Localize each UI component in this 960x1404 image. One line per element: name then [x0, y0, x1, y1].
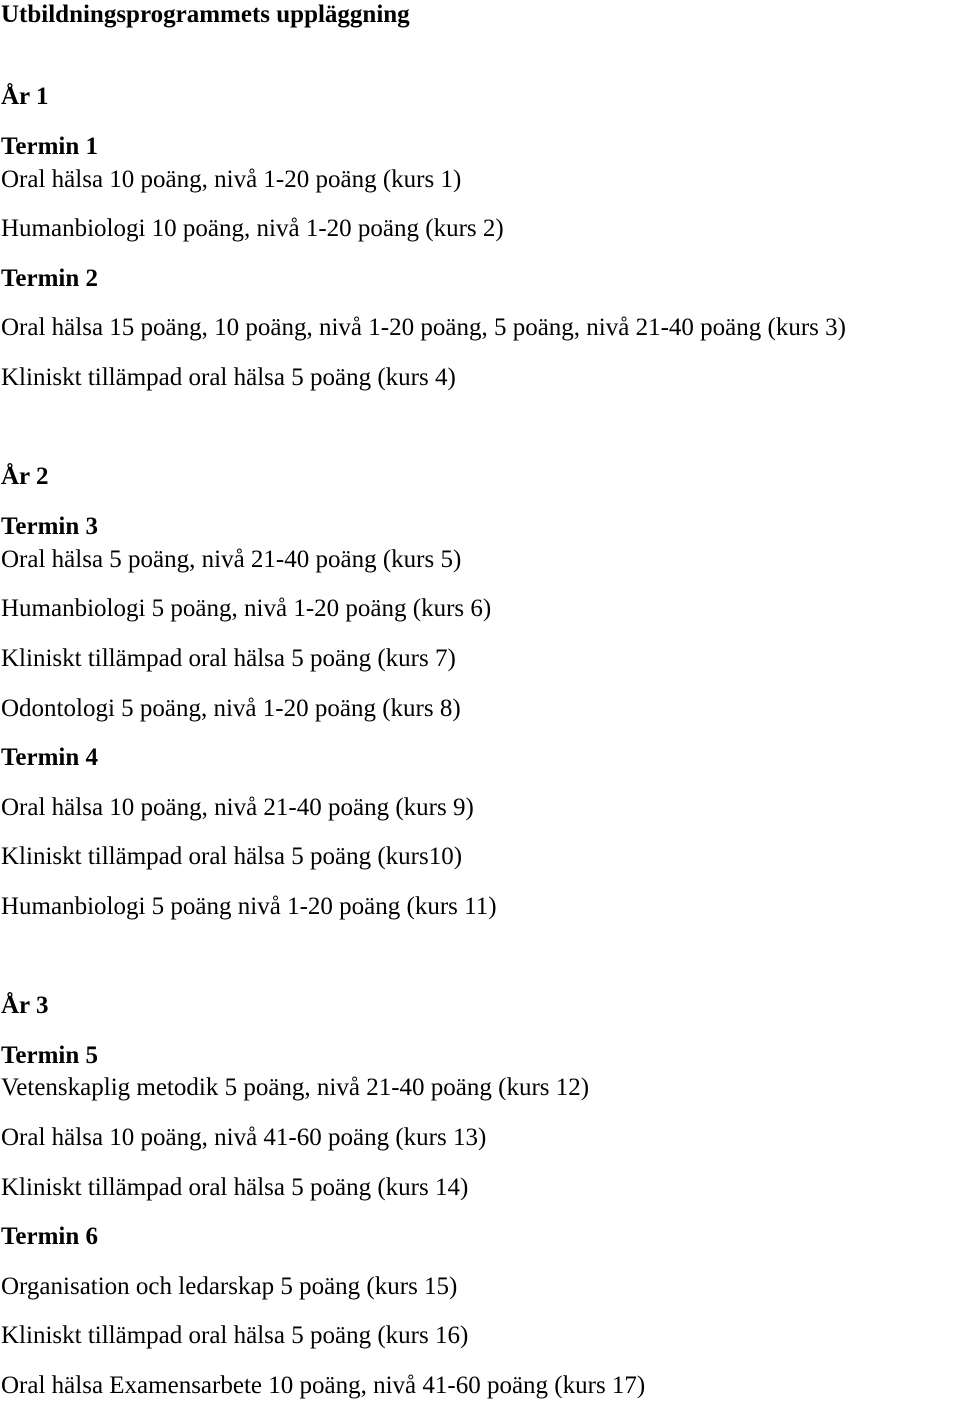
course-item: Oral hälsa 5 poäng, nivå 21-40 poäng (kurs 5) [1, 546, 462, 573]
course-item: Kliniskt tillämpad oral hälsa 5 poäng (kurs 4) [1, 364, 456, 391]
term-heading: Termin 4 [1, 744, 98, 771]
course-item: Humanbiologi 10 poäng, nivå 1-20 poäng (kurs 2) [1, 215, 504, 242]
course-item: Kliniskt tillämpad oral hälsa 5 poäng (kurs10) [1, 843, 463, 870]
course-item: Oral hälsa Examensarbete 10 poäng, nivå 41-60 poäng (kurs 17) [1, 1372, 646, 1399]
term-heading: Termin 6 [1, 1223, 98, 1250]
course-item: Kliniskt tillämpad oral hälsa 5 poäng (kurs 14) [1, 1174, 469, 1201]
course-item: Kliniskt tillämpad oral hälsa 5 poäng (kurs 7) [1, 645, 456, 672]
term-heading: Termin 3 [1, 513, 98, 540]
course-item: Oral hälsa 15 poäng, 10 poäng, nivå 1-20 poäng, 5 poäng, nivå 21-40 poäng (kurs 3) [1, 314, 846, 341]
course-item: Oral hälsa 10 poäng, nivå 41-60 poäng (kurs 13) [1, 1124, 487, 1151]
year-heading: År 1 [1, 83, 49, 110]
course-item: Organisation och ledarskap 5 poäng (kurs 15) [1, 1273, 458, 1300]
course-item: Oral hälsa 10 poäng, nivå 21-40 poäng (kurs 9) [1, 794, 474, 821]
year-heading: År 3 [1, 992, 49, 1019]
course-item: Kliniskt tillämpad oral hälsa 5 poäng (kurs 16) [1, 1322, 469, 1349]
term-heading: Termin 5 [1, 1042, 98, 1069]
year-heading: År 2 [1, 463, 49, 490]
term-heading: Termin 2 [1, 265, 98, 292]
course-item: Humanbiologi 5 poäng, nivå 1-20 poäng (kurs 6) [1, 595, 492, 622]
course-item: Oral hälsa 10 poäng, nivå 1-20 poäng (kurs 1) [1, 166, 462, 193]
course-item: Humanbiologi 5 poäng nivå 1-20 poäng (kurs 11) [1, 893, 497, 920]
term-heading: Termin 1 [1, 133, 98, 160]
page-title: Utbildningsprogrammets uppläggning [1, 1, 410, 28]
course-item: Vetenskaplig metodik 5 poäng, nivå 21-40 poäng (kurs 12) [1, 1074, 590, 1101]
course-item: Odontologi 5 poäng, nivå 1-20 poäng (kurs 8) [1, 695, 461, 722]
